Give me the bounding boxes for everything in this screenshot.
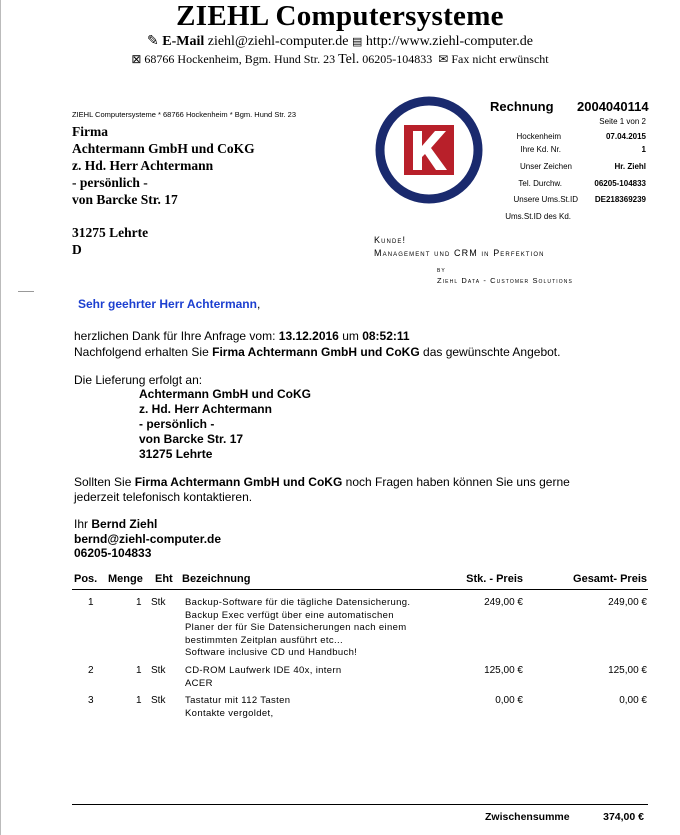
- row-pos: 3: [88, 695, 94, 706]
- closing-phone: 06205-104833: [74, 546, 152, 560]
- invoice-number: 2004040114: [577, 99, 649, 114]
- meta-value: 06205-104833: [594, 179, 646, 188]
- delivery-intro: Die Lieferung erfolgt an:: [74, 373, 203, 387]
- delivery-line: z. Hd. Herr Achtermann: [139, 402, 272, 416]
- row-description: [185, 665, 342, 690]
- questions-line-2: jederzeit telefonisch kontaktieren.: [74, 490, 253, 504]
- subtotal-value: 374,00 €: [603, 811, 644, 823]
- row-total: 0,00 €: [619, 695, 647, 706]
- envelope-icon: ⊠: [131, 52, 142, 66]
- desc-line: Backup-Software für die tägliche Datensicherung.: [185, 597, 411, 608]
- meta-value: DE218369239: [594, 195, 646, 204]
- slogan-line-3: by: [437, 265, 446, 274]
- recipient-line: z. Hd. Herr Achtermann: [72, 158, 214, 173]
- recipient-city-block: [72, 224, 148, 258]
- desc-line: bestimmten Zeitplan ausführt etc...: [185, 634, 343, 646]
- row-unit-price: 0,00 €: [495, 695, 523, 706]
- meta-label: Ihre Kd. Nr.: [520, 145, 561, 154]
- row-unit-price: 125,00 €: [484, 665, 523, 676]
- meta-label: Hockenheim: [516, 132, 561, 141]
- delivery-address: [139, 387, 311, 462]
- recipient-line: von Barcke Str. 17: [72, 192, 178, 207]
- contact-line-email: [0, 33, 680, 50]
- recipient-line: Firma: [72, 124, 108, 139]
- desc-line: Planer der für Sie Datensicherungen nach einem: [185, 622, 407, 634]
- slogan-line-2: Management und CRM in Perfektion: [374, 248, 545, 258]
- row-pos: 2: [88, 665, 94, 676]
- offer-suffix: das gewünschte Angebot.: [423, 345, 561, 359]
- col-header-unit: Eht: [155, 573, 173, 585]
- delivery-line: - persönlich -: [139, 417, 215, 431]
- meta-label: Unsere Ums.St.ID: [513, 195, 578, 204]
- closing-name-line: [74, 517, 157, 531]
- delivery-line: Achtermann GmbH und CoKG: [139, 387, 312, 401]
- offer-company: Firma Achtermann GmbH und CoKG: [212, 345, 420, 359]
- fax-note: Fax nicht erwünscht: [451, 52, 549, 66]
- company-name: ZIEHL Computersysteme: [176, 0, 504, 32]
- col-header-qty: Menge: [108, 573, 143, 585]
- pencil-icon: ✎: [147, 34, 159, 49]
- closing-prefix: Ihr: [74, 517, 89, 531]
- recipient-address: [72, 123, 255, 208]
- email-link[interactable]: ziehl@ziehl-computer.de: [207, 34, 349, 49]
- meta-value: Hr. Ziehl: [614, 162, 646, 171]
- meta-label: Ums.St.ID des Kd.: [505, 212, 571, 221]
- salutation-text: Sehr geehrter Herr Achtermann: [78, 297, 257, 311]
- salutation: [78, 297, 260, 311]
- thanks-mid: um: [342, 329, 359, 343]
- recipient-city: 31275 Lehrte: [72, 225, 149, 240]
- page-left-edge: [0, 0, 1, 835]
- recipient-country: D: [72, 242, 82, 257]
- row-qty: 1: [136, 665, 142, 676]
- phone: 06205-104833: [362, 52, 433, 66]
- questions-line-1: [74, 475, 570, 489]
- thanks-line: [74, 329, 410, 343]
- row-total: 125,00 €: [608, 665, 647, 676]
- col-header-unit-price: Stk. - Preis: [466, 573, 523, 585]
- contact-line-address: [0, 52, 680, 68]
- row-qty: 1: [136, 695, 142, 706]
- row-qty: 1: [136, 597, 142, 608]
- address: 68766 Hockenheim, Bgm. Hund Str. 23: [144, 52, 336, 66]
- slogan-line-1: Kunde!: [374, 235, 407, 245]
- delivery-line: von Barcke Str. 17: [139, 432, 244, 446]
- sender-line: ZIEHL Computersysteme * 68766 Hockenheim * Bgm. Hund Str. 23: [72, 110, 296, 119]
- recipient-line: - persönlich -: [72, 175, 148, 190]
- salutation-comma: ,: [256, 297, 261, 311]
- document-icon: ▤: [352, 36, 363, 48]
- desc-line: CD-ROM Laufwerk IDE 40x, intern: [185, 665, 342, 676]
- meta-value: 1: [641, 145, 646, 154]
- email-label: E-Mail: [162, 34, 205, 49]
- row-unit: Stk: [151, 597, 166, 608]
- meta-value: 07.04.2015: [605, 132, 646, 141]
- meta-label: Tel. Durchw.: [518, 179, 562, 188]
- thanks-time: 08:52:11: [362, 329, 410, 343]
- k-logo: [374, 95, 484, 205]
- row-description: [185, 695, 290, 720]
- row-description: [185, 597, 410, 660]
- row-total: 249,00 €: [608, 597, 647, 608]
- questions-prefix: Sollten Sie: [74, 475, 132, 489]
- tel-label: Tel.: [338, 52, 360, 67]
- subtotal-rule: [72, 804, 648, 805]
- col-header-pos: Pos.: [74, 573, 98, 585]
- invoice-title: Rechnung: [490, 99, 554, 114]
- desc-line: Backup Exec verfügt über eine automatischen: [185, 609, 394, 621]
- slogan-line-4: Ziehl Data - Customer Solutions: [437, 276, 573, 285]
- col-header-total: Gesamt- Preis: [573, 573, 647, 585]
- delivery-line: 31275 Lehrte: [139, 447, 213, 461]
- desc-line: Tastatur mit 112 Tasten: [185, 695, 291, 706]
- row-unit: Stk: [151, 665, 166, 676]
- offer-prefix: Nachfolgend erhalten Sie: [74, 345, 209, 359]
- row-unit: Stk: [151, 695, 166, 706]
- table-header-rule: [72, 589, 648, 590]
- col-header-desc: Bezeichnung: [182, 573, 251, 585]
- questions-suffix: noch Fragen haben können Sie uns gerne: [345, 475, 570, 489]
- website-link[interactable]: http://www.ziehl-computer.de: [365, 34, 533, 49]
- questions-company: Firma Achtermann GmbH und CoKG: [134, 475, 343, 489]
- fax-icon: ✉: [438, 52, 449, 66]
- thanks-prefix: herzlichen Dank für Ihre Anfrage vom:: [74, 329, 276, 343]
- meta-label: Unser Zeichen: [519, 162, 572, 171]
- recipient-line: Achtermann GmbH und CoKG: [72, 141, 255, 156]
- closing-name: Bernd Ziehl: [91, 517, 158, 531]
- offer-line: [74, 345, 560, 359]
- closing-email: bernd@ziehl-computer.de: [74, 532, 222, 546]
- subtotal-label: Zwischensumme: [485, 811, 570, 823]
- desc-line: ACER: [185, 677, 213, 689]
- row-pos: 1: [88, 597, 94, 608]
- thanks-date: 13.12.2016: [278, 329, 339, 343]
- fold-mark: [18, 291, 34, 292]
- desc-line: Kontakte vergoldet,: [185, 707, 274, 719]
- page-indicator: Seite 1 von 2: [599, 117, 646, 126]
- row-unit-price: 249,00 €: [484, 597, 523, 608]
- desc-line: Software inclusive CD und Handbuch!: [185, 647, 358, 659]
